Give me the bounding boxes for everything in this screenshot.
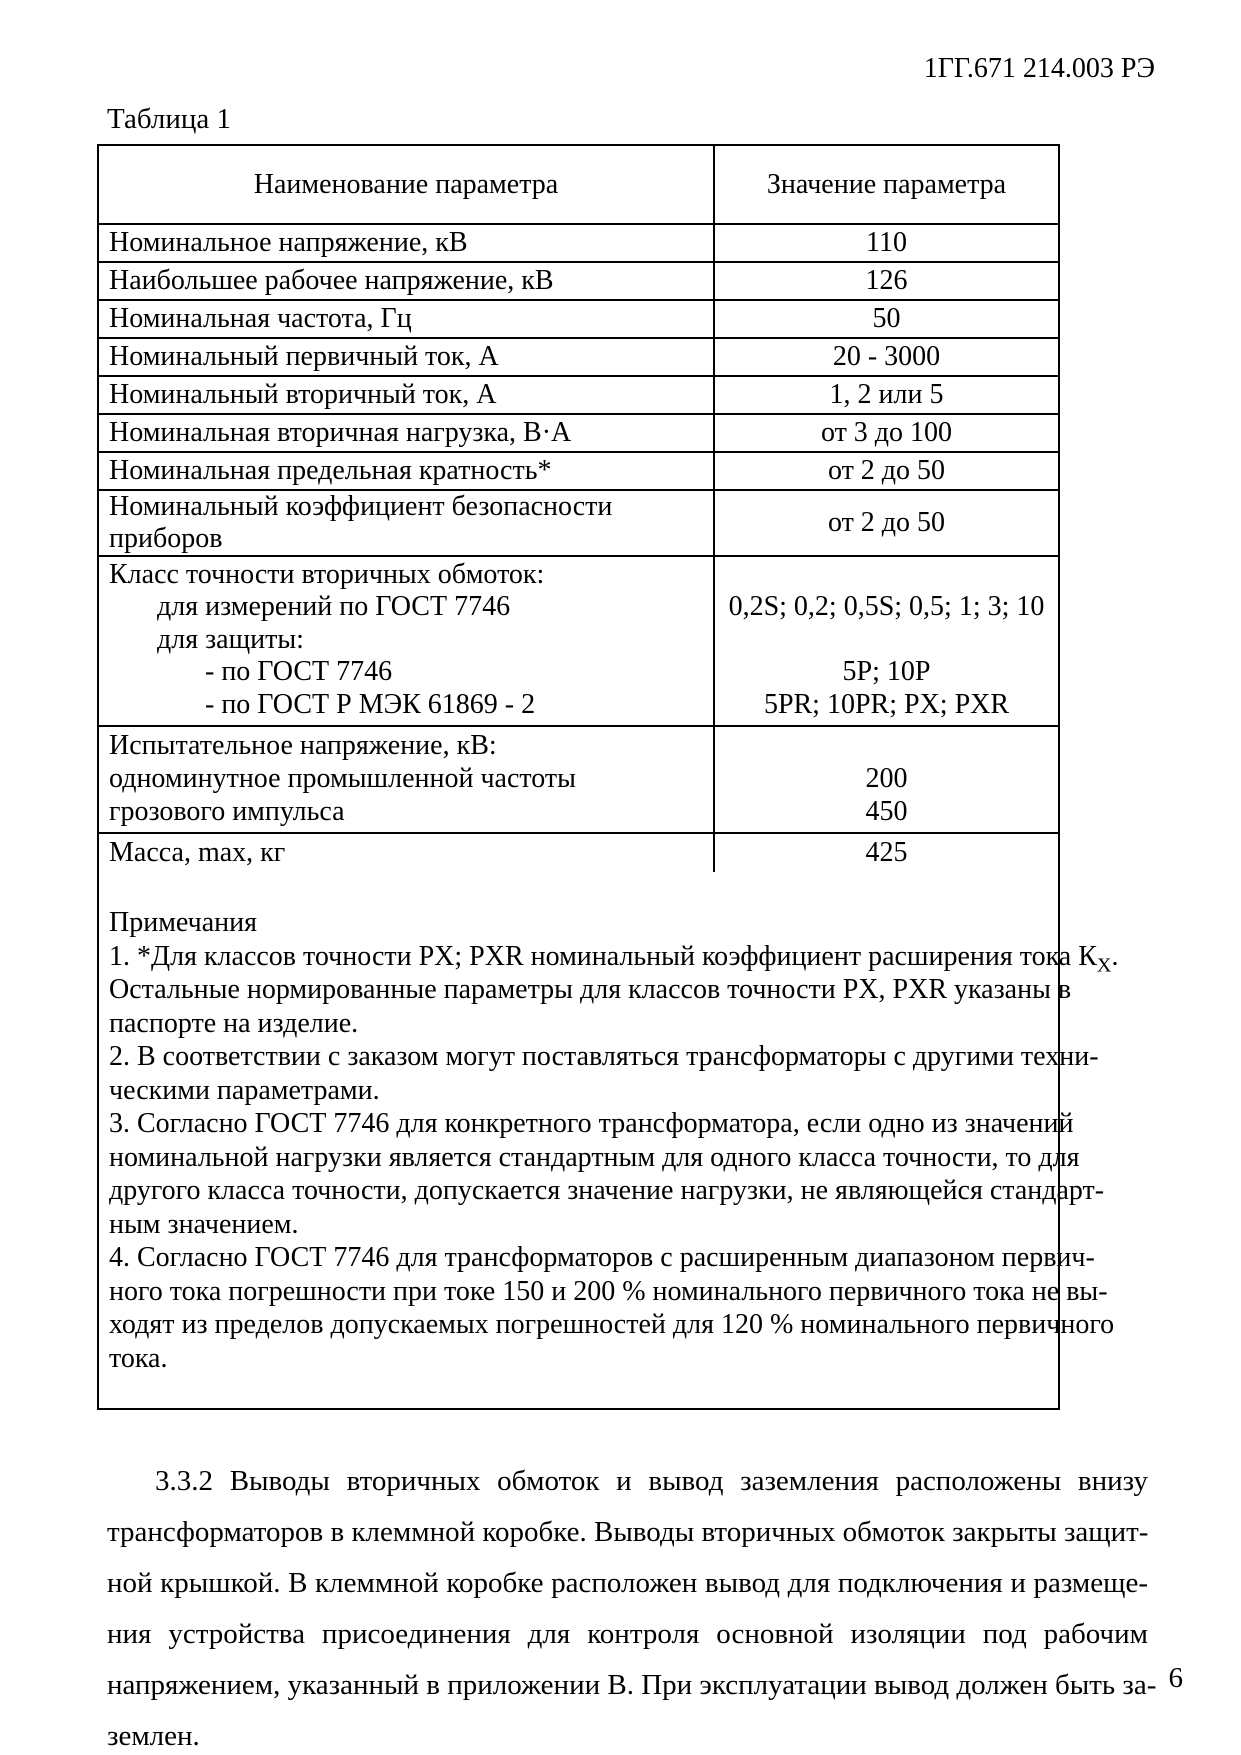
- table-caption: Таблица 1: [107, 103, 232, 135]
- note-4-line: ходят из пределов допускаемых погрешностей для 120 % номинального первичного: [109, 1309, 1115, 1341]
- accuracy-value: 0,2S; 0,2; 0,5S; 0,5; 1; 3; 10: [728, 591, 1045, 623]
- test-voltage-value: 450: [865, 796, 908, 828]
- notes-row: [98, 872, 1059, 1409]
- test-voltage-names: [98, 726, 714, 833]
- note-3-line: ным значением.: [109, 1208, 299, 1240]
- accuracy-class-names: [98, 556, 714, 726]
- note-1-text: 1. *Для классов точности PX; PXR номинальный коэффициент расширения тока К: [109, 940, 1097, 972]
- table-row: [98, 452, 1059, 490]
- document-code: 1ГГ.671 214.003 РЭ: [923, 53, 1155, 84]
- test-voltage-spacer: [715, 729, 1058, 762]
- table-header-row: [98, 145, 1059, 224]
- table-row: [98, 338, 1059, 376]
- table-row: [98, 262, 1059, 300]
- test-voltage-line: грозового импульса: [109, 796, 345, 828]
- accuracy-line: для измерений по ГОСТ 7746: [157, 591, 511, 623]
- paragraph-line: напряжением, указанный в приложении В. При эксплуатации вывод должен быть за-: [107, 1669, 1157, 1702]
- param-value: 1, 2 или 5: [714, 376, 1059, 414]
- accuracy-value-spacer: [715, 624, 1058, 656]
- note-4-line: тока.: [109, 1342, 168, 1374]
- note-1-line: паспорте на изделие.: [109, 1007, 359, 1039]
- param-value: от 2 до 50: [714, 490, 1059, 556]
- mass-row: [98, 833, 1059, 872]
- param-value: 110: [714, 224, 1059, 262]
- param-name: Масса, max, кг: [98, 833, 714, 872]
- note-4-line: ного тока погрешности при токе 150 и 200 % номинального первичного тока не вы-: [109, 1275, 1108, 1307]
- accuracy-line: для защиты:: [157, 623, 304, 655]
- notes-cell: [98, 872, 1119, 1409]
- param-value: от 2 до 50: [714, 452, 1059, 490]
- paragraph-line: ния устройства присоединения для контроля основной изоляции под рабочим: [107, 1618, 1148, 1651]
- note-3-line: номинальной нагрузки является стандартным для одного класса точности, то для: [109, 1141, 1080, 1173]
- test-voltage-values: [714, 726, 1059, 833]
- accuracy-value: 5P; 10P: [842, 656, 931, 688]
- k-coefficient-subscript: Х: [1096, 954, 1112, 977]
- note-1-line: Остальные нормированные параметры для классов точности PX, PXR указаны в: [109, 974, 1072, 1006]
- test-voltage-line: одноминутное промышленной частоты: [109, 763, 576, 795]
- notes-title: Примечания: [109, 907, 258, 939]
- table-row: [98, 376, 1059, 414]
- table-row: [98, 414, 1059, 452]
- accuracy-line: - по ГОСТ Р МЭК 61869 - 2: [205, 688, 536, 720]
- param-name: Номинальный коэффициент безопасности приборов: [98, 490, 714, 556]
- table-row: [98, 490, 1059, 556]
- header-value-cell: Значение параметра: [714, 145, 1059, 224]
- paragraph-line: 3.3.2 Выводы вторичных обмоток и вывод заземления расположены внизу: [155, 1465, 1148, 1498]
- accuracy-value: 5PR; 10PR; PX; PXR: [763, 688, 1010, 720]
- note-3-line: другого класса точности, допускается значение нагрузки, не являющейся стандарт-: [109, 1175, 1105, 1207]
- param-value: от 3 до 100: [714, 414, 1059, 452]
- note-2-line: ческими параметрами.: [109, 1074, 380, 1106]
- param-value: 425: [865, 837, 908, 869]
- param-name: Наибольшее рабочее напряжение, кВ: [98, 262, 714, 300]
- param-value: 20 - 3000: [714, 338, 1059, 376]
- accuracy-value-spacer: [715, 559, 1058, 591]
- param-name: Номинальная частота, Гц: [98, 300, 714, 338]
- note-1-line: [109, 940, 1119, 977]
- param-value: 50: [714, 300, 1059, 338]
- param-name: Номинальная вторичная нагрузка, В·А: [98, 414, 714, 452]
- param-name: Номинальный вторичный ток, А: [98, 376, 714, 414]
- note-1-period: .: [1111, 940, 1119, 972]
- test-voltage-value: 200: [865, 763, 908, 795]
- accuracy-line: Класс точности вторичных обмоток:: [109, 559, 545, 590]
- param-name: Номинальный первичный ток, А: [98, 338, 714, 376]
- test-voltage-line: Испытательное напряжение, кВ:: [109, 730, 497, 762]
- accuracy-class-values: [714, 556, 1059, 726]
- paragraph-3-3-2: [107, 1456, 1157, 1755]
- accuracy-class-row: [98, 556, 1059, 726]
- note-3-line: 3. Согласно ГОСТ 7746 для конкретного трансформатора, если одно из значений: [109, 1108, 1074, 1140]
- param-name: Номинальное напряжение, кВ: [98, 224, 714, 262]
- parameters-table: [97, 144, 1119, 1410]
- paragraph-line: землен.: [107, 1720, 200, 1753]
- header-name-cell: Наименование параметра: [98, 145, 714, 224]
- accuracy-line: - по ГОСТ 7746: [205, 656, 393, 688]
- table-row: [98, 300, 1059, 338]
- param-value: 126: [714, 262, 1059, 300]
- table-row: [98, 224, 1059, 262]
- paragraph-line: ной крышкой. В клеммной коробке расположен вывод для подключения и размеще-: [107, 1567, 1148, 1600]
- test-voltage-row: [98, 726, 1059, 833]
- note-2-line: 2. В соответствии с заказом могут поставляться трансформаторы с другими техни-: [109, 1041, 1099, 1073]
- paragraph-line: трансформаторов в клеммной коробке. Выводы вторичных обмоток закрыты защит-: [107, 1516, 1149, 1549]
- page-number: 6: [1168, 1662, 1183, 1694]
- param-name: Номинальная предельная кратность*: [98, 452, 714, 490]
- note-4-line: 4. Согласно ГОСТ 7746 для трансформаторов с расширенным диапазоном первич-: [109, 1242, 1095, 1274]
